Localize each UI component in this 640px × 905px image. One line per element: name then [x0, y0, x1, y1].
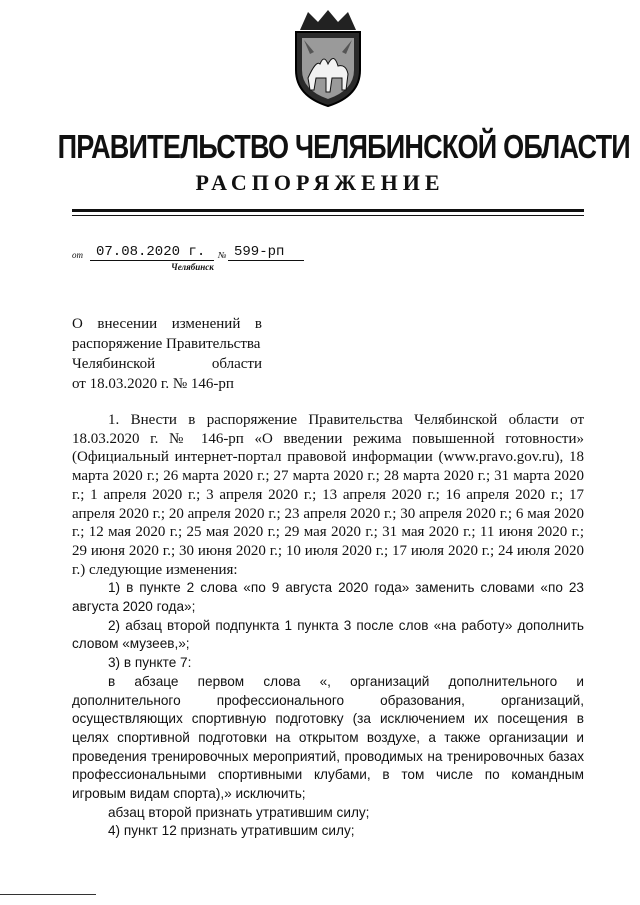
paragraph-1: 1. Внести в распоряжение Правительства Челябинской области от 18.03.2020 г. № 146-рп «О введении режима повышенной готовности» (Официальный интернет-портал правовой информации (www.pravo.gov.ru), 18 марта 2020 г.; 26 марта 2020 г.; 27 марта 2020 г.; 28 марта 2020 г.; 31 марта 2020 г.; 1 апреля 2020 г.; 3 апреля 2020 г.; 13 апреля 2020 г.; 16 апреля 2020 г.; 17 апреля 2020 г.; 20 апреля 2020 г.; 23 апреля 2020 г.; 30 апреля 2020 г.; 6 мая 2020 г.; 12 мая 2020 г.; 25 мая 2020 г.; 29 мая 2020 г.; 31 мая 2020 г.; 11 июня 2020 г.; 29 июня 2020 г.; 30 июня 2020 г.; 10 июля 2020 г.; 17 июля 2020 г.; 24 июля 2020 г.) следующие изменения:: [72, 412, 584, 578]
paragraph-item-4: 4) пункт 12 признать утратившим силу;: [108, 823, 355, 839]
footer-divider: [0, 894, 96, 895]
document-number: 599-рп: [234, 244, 285, 260]
document-date: 07.08.2020 г.: [96, 244, 206, 260]
subject-line: Челябинской области: [72, 356, 262, 372]
date-underline: [90, 260, 214, 261]
paragraph-item-1: 1) в пункте 2 слова «по 9 августа 2020 года» заменить словами «по 23 августа 2020 года»;: [72, 580, 584, 615]
city-label: Челябинск: [171, 262, 214, 272]
paragraph-item-3-abzac: абзац второй признать утратившим силу;: [108, 804, 370, 820]
subject-line: распоряжение Правительства: [72, 336, 261, 352]
paragraph-item-3: 3) в пункте 7:: [108, 655, 192, 671]
subject-line: О внесении изменений в: [72, 316, 262, 332]
paragraph-item-2: 2) абзац второй подпункта 1 пункта 3 после слов «на работу» дополнить словом «музеев,»;: [72, 617, 584, 652]
coat-of-arms-icon: [286, 8, 370, 108]
subject-line: от 18.03.2020 г. № 146-рп: [72, 376, 234, 392]
header-divider-thin: [72, 215, 584, 216]
number-underline: [228, 260, 304, 261]
document-body: [72, 411, 584, 841]
number-prefix: №: [218, 250, 227, 260]
header-divider-thick: [72, 209, 584, 212]
document-subject: [72, 314, 262, 394]
government-title: ПРАВИТЕЛЬСТВО ЧЕЛЯБИНСКОЙ ОБЛАСТИ: [57, 128, 630, 165]
paragraph-item-3-text-b: осуществляющих спортивную подготовку (за исключением их посещения в целях спортивной подготовки на открытом воздухе, а также организации и проведения тренировочных мероприятий, проводимых на тренировочных базах профессиональными спортивными клубами, в том числе по командным игровым видам спорта),» исключить;: [72, 711, 584, 802]
document-type: РАСПОРЯЖЕНИЕ: [195, 170, 445, 195]
registration-line: [72, 244, 312, 262]
paragraph-item-3-text-a: в абзаце первом слова «, организаций дополнительного и дополнительного профессионального образования, организаций,: [72, 673, 584, 708]
date-prefix: от: [72, 250, 83, 260]
